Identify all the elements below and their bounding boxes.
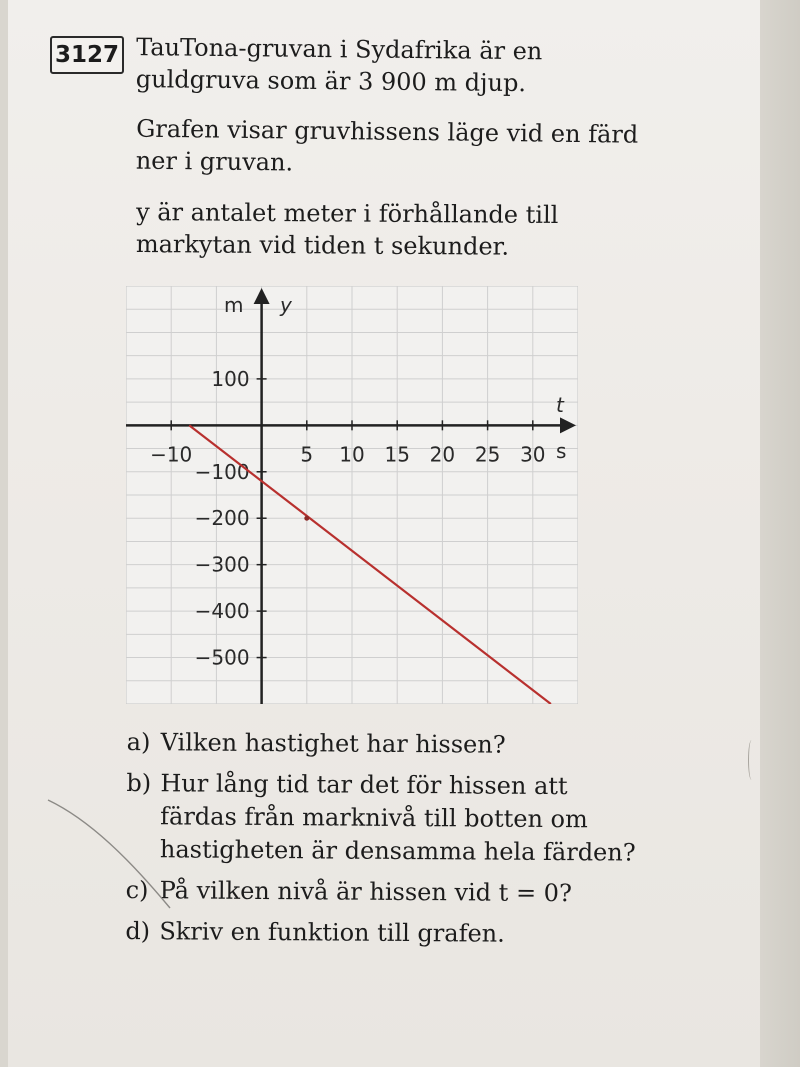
x-tick-label: 15 — [384, 442, 410, 467]
x-tick-label: −10 — [150, 442, 193, 467]
question-line: På vilken nivå är hissen vid t = 0? — [159, 876, 572, 908]
x-unit-label: s — [556, 439, 567, 463]
y-tick-label: −100 — [194, 459, 250, 484]
y-tick-label: 100 — [211, 366, 250, 391]
x-tick-label: 30 — [520, 442, 546, 467]
y-tick-label: −200 — [194, 506, 250, 531]
elevator-position-graph — [126, 286, 578, 704]
x-tick-label: 25 — [474, 442, 501, 467]
question-b — [126, 767, 687, 870]
y-tick-label: −300 — [194, 552, 250, 577]
question-list — [125, 726, 687, 960]
page-edge — [760, 0, 800, 1067]
intro-line: guldgruva som är 3 900 m djup. — [135, 65, 527, 98]
x-tick-label: 10 — [339, 442, 365, 467]
question-line: Skriv en funktion till grafen. — [159, 917, 505, 948]
question-line: Hur lång tid tar det för hissen att — [160, 769, 568, 801]
question-label: d) — [125, 917, 151, 946]
y-tick-label: −400 — [194, 599, 250, 624]
description-line: Grafen visar gruvhissens läge vid en färd — [136, 114, 639, 149]
graph-description — [136, 113, 697, 184]
problem-number: 3127 — [50, 36, 124, 74]
definition-line: markytan vid tiden t sekunder. — [135, 230, 510, 261]
page-smudge — [748, 740, 755, 780]
y-tick-label: −500 — [194, 645, 250, 670]
question-c — [126, 874, 686, 911]
question-line: färdas från marknivå till botten om — [160, 802, 588, 834]
intro-line: TauTona-gruvan i Sydafrika är en — [136, 33, 543, 66]
variable-definition — [136, 196, 696, 264]
question-d — [125, 915, 685, 952]
definition-line: y är antalet meter i förhållande till — [136, 198, 559, 229]
pencil-stroke-icon — [40, 790, 180, 910]
x-tick-label: 5 — [300, 442, 314, 467]
y-unit-label: m — [224, 293, 244, 317]
question-label: c) — [125, 876, 149, 905]
x-axis-label: t — [556, 393, 564, 417]
question-a — [127, 726, 687, 763]
x-tick-label: 20 — [429, 442, 456, 467]
question-line: hastigheten är densamma hela färden? — [159, 835, 636, 867]
question-label: b) — [126, 769, 152, 798]
question-label: a) — [126, 728, 151, 757]
y-axis-label: y — [280, 293, 292, 317]
question-line: Vilken hastighet har hissen? — [160, 728, 506, 759]
description-line: ner i gruvan. — [135, 146, 294, 177]
intro-paragraph — [136, 31, 697, 101]
marked-point — [304, 516, 309, 521]
